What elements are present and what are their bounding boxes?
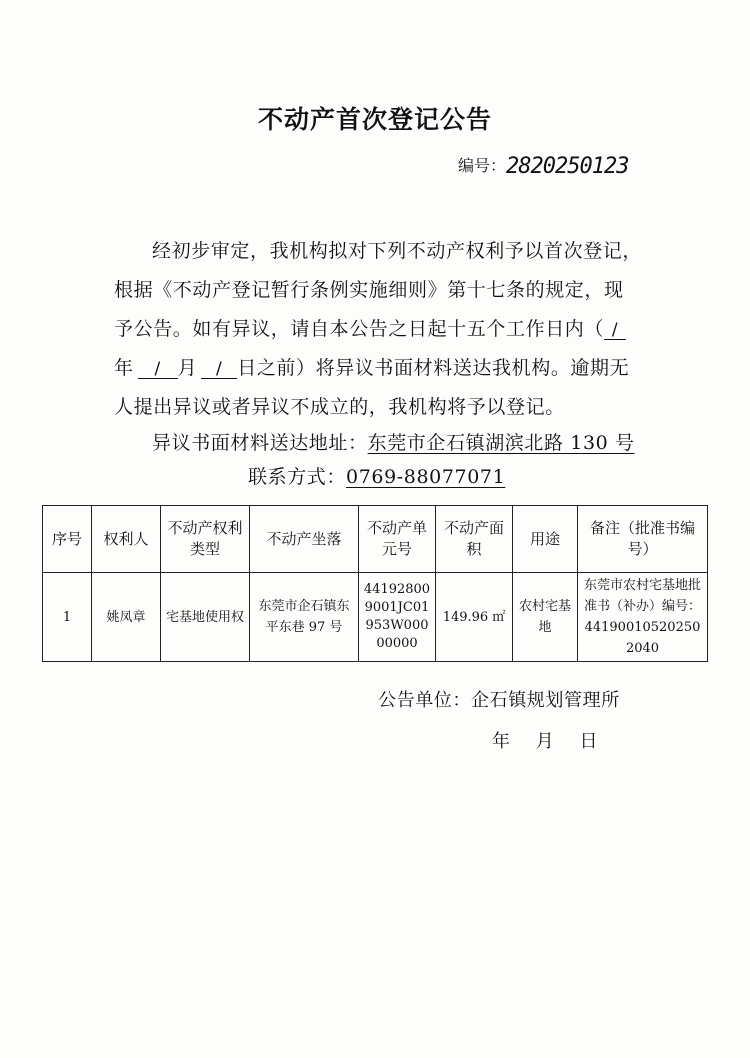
serial-label: 编号： — [458, 156, 507, 175]
registration-table — [42, 505, 708, 662]
address-line — [152, 428, 635, 455]
header-cell-area: 不动产面积 — [436, 506, 513, 573]
year-label: 年 — [114, 357, 134, 379]
body-line-3 — [114, 314, 626, 341]
header-cell-unit-number: 不动产单元号 — [359, 506, 436, 573]
issue-date: 年 月 日 — [492, 731, 598, 752]
serial-number — [458, 152, 628, 177]
contact-value: 0769-88077071 — [346, 466, 506, 488]
table-header-row — [43, 506, 708, 573]
header-cell-index: 序号 — [43, 506, 92, 573]
header-cell-right-type: 不动产权利类型 — [161, 506, 250, 573]
body-line-1: 经初步审定，我机构拟对下列不动产权利予以首次登记， — [152, 240, 643, 262]
header-cell-location: 不动产坐落 — [250, 506, 359, 573]
address-label: 异议书面材料送达地址： — [152, 432, 368, 454]
body-line-4-rest: 日之前）将异议书面材料送达我机构。逾期无 — [237, 357, 630, 379]
cell-remarks: 东莞市农村宅基地批准书（补办）编号：441900105202502040 — [578, 573, 708, 662]
body-line-2: 根据《不动产登记暂行条例实施细则》第十七条的规定，现 — [114, 279, 624, 301]
cell-location: 东莞市企石镇东平东巷 97 号 — [250, 573, 359, 662]
cell-unit-number: 441928009001JC01953W00000000 — [359, 573, 436, 662]
header-cell-usage: 用途 — [513, 506, 578, 573]
document-title: 不动产首次登记公告 — [257, 105, 492, 134]
body-line-3-text: 予公告。如有异议，请自本公告之日起十五个工作日内（ — [114, 318, 605, 340]
header-cell-holder: 权利人 — [92, 506, 161, 573]
cell-usage: 农村宅基地 — [513, 573, 578, 662]
cell-right-type: 宅基地使用权 — [161, 573, 250, 662]
cell-index: 1 — [43, 573, 92, 662]
table-row — [43, 573, 708, 662]
issuing-unit: 公告单位：企石镇规划管理所 — [378, 690, 620, 711]
address-value: 东莞市企石镇湖滨北路 130 号 — [367, 432, 635, 454]
month-label: 月 — [177, 357, 198, 379]
body-line-5: 人提出异议或者异议不成立的，我机构将予以登记。 — [114, 396, 565, 418]
body-line-4 — [114, 353, 629, 380]
day-blank: / — [201, 360, 237, 379]
cell-holder: 姚凤章 — [92, 573, 161, 662]
cell-area: 149.96 ㎡ — [436, 573, 513, 662]
serial-value: 2820250123 — [506, 154, 629, 179]
day-blank-start: / — [604, 321, 626, 340]
header-cell-remarks: 备注（批准书编号） — [578, 506, 708, 573]
contact-line — [248, 462, 505, 489]
month-blank: / — [138, 360, 178, 379]
contact-label: 联系方式： — [248, 466, 347, 488]
